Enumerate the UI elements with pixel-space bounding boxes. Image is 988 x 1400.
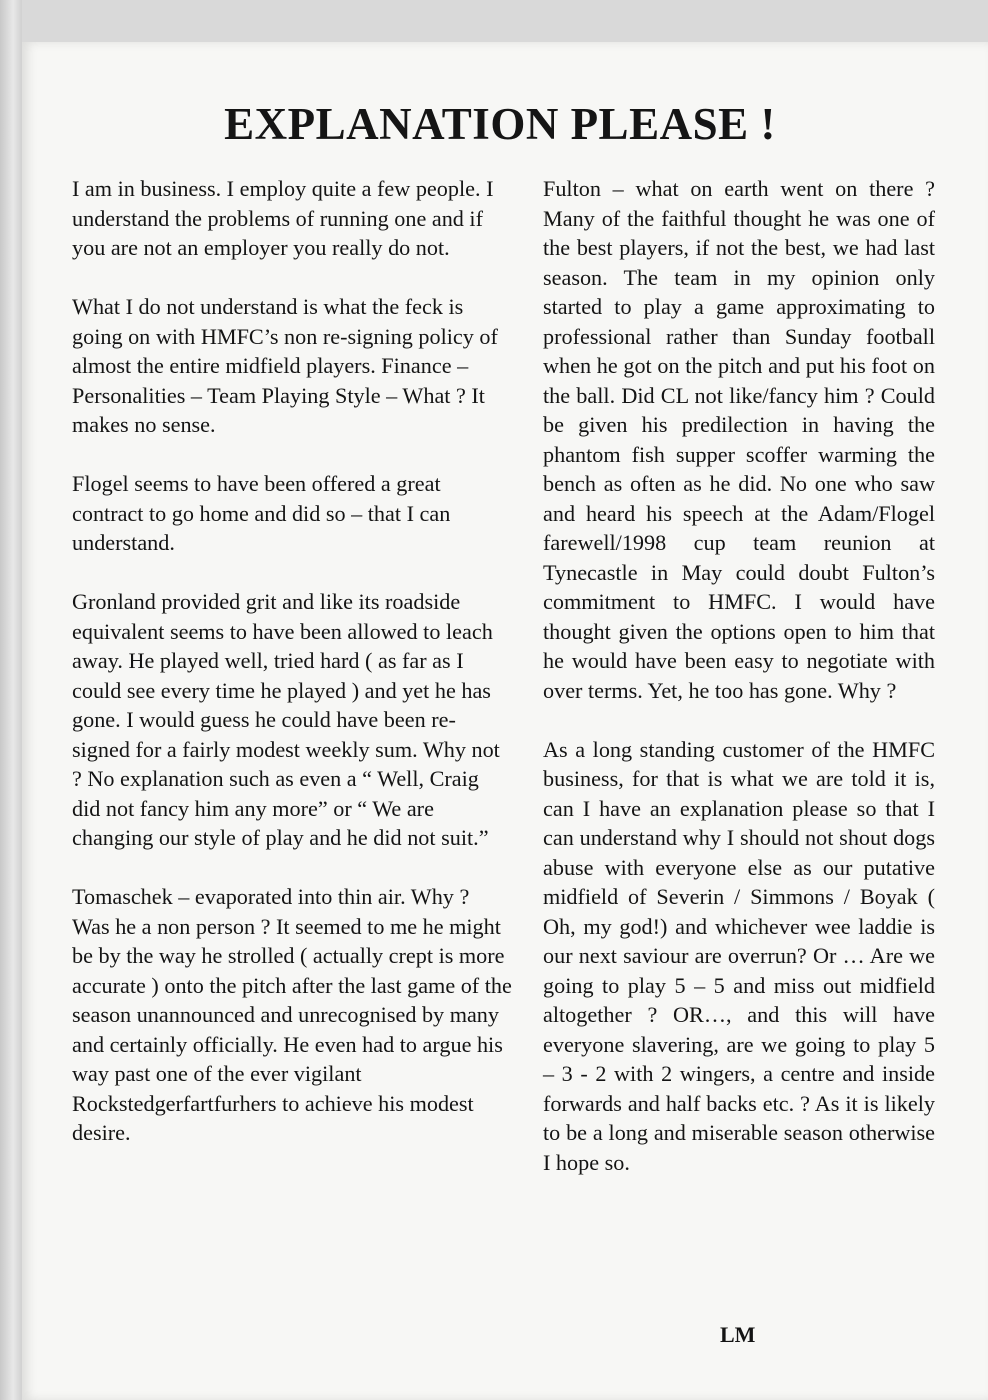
- paragraph: Flogel seems to have been offered a great contract to go home and did so – that I can understand.: [72, 471, 451, 555]
- paragraph: As a long standing customer of the HMFC business, for that is what we are told it is, can I have an explanation please so that I can understand why I should not shout dogs abuse with everyone else as our putative midfield of Severin / Simmons / Boyak ( Oh, my god!) and whichever wee laddie is our next saviour are overrun? Or … Are we going to play 5 – 5 and miss out midfield altogether ? OR…, and this will have everyone slavering, are we going to play 5 – 3 - 2 with 2 wingers, a centre and inside forwards and half backs etc. ? As it is likely to be a long and miserable season otherwise I hope so.: [543, 736, 935, 1175]
- article-title: EXPLANATION PLEASE !: [224, 99, 776, 149]
- paragraph: What I do not understand is what the feck is going on with HMFC’s non re-signing policy of almost the entire midfield players. Finance – Personalities – Team Playing Style – What ? It makes no sense.: [72, 294, 498, 437]
- right-column: [543, 174, 935, 1207]
- paragraph: Fulton – what on earth went on there ? Many of the faithful thought he was one of the best players, if not the best, we had last season. The team in my opinion only started to play a game approximating to professional rather than Sunday football when he got on the pitch and put his foot on the ball. Did CL not like/fancy him ? Could be given his predilection in having the phantom fish supper scoffer warming the bench as often as he did. No one who saw and heard his speech at the Adam/Flogel farewell/1998 cup team reunion at Tynecastle in May could doubt Fulton’s commitment to HMFC. I would have thought given the options open to him that he would have been easy to negotiate with over terms. Yet, he too has gone. Why ?: [543, 176, 935, 703]
- page-spine: [0, 0, 22, 1400]
- author-signature: LM: [720, 1322, 756, 1347]
- paragraph: Gronland provided grit and like its roadside equivalent seems to have been allowed to leach away. He played well, tried hard ( as far as I could see every time he played ) and yet he has gone. I would guess he could have been re-signed for a fairly modest weekly sum. Why not ? No explanation such as even a “ Well, Craig did not fancy him any more” or “ We are changing our style of play and he did not suit.”: [72, 589, 500, 850]
- paragraph: Tomaschek – evaporated into thin air. Why ? Was he a non person ? It seemed to me he might be by the way he strolled ( actually crept is more accurate ) onto the pitch after the last game of the season unannounced and unrecognised by many and certainly officially. He even had to argue his way past one of the ever vigilant Rockstedgerfartfurhers to achieve his modest desire.: [72, 884, 512, 1145]
- left-column: [72, 174, 512, 1177]
- paragraph: I am in business. I employ quite a few people. I understand the problems of running one and if you are not an employer you really do not.: [72, 176, 494, 260]
